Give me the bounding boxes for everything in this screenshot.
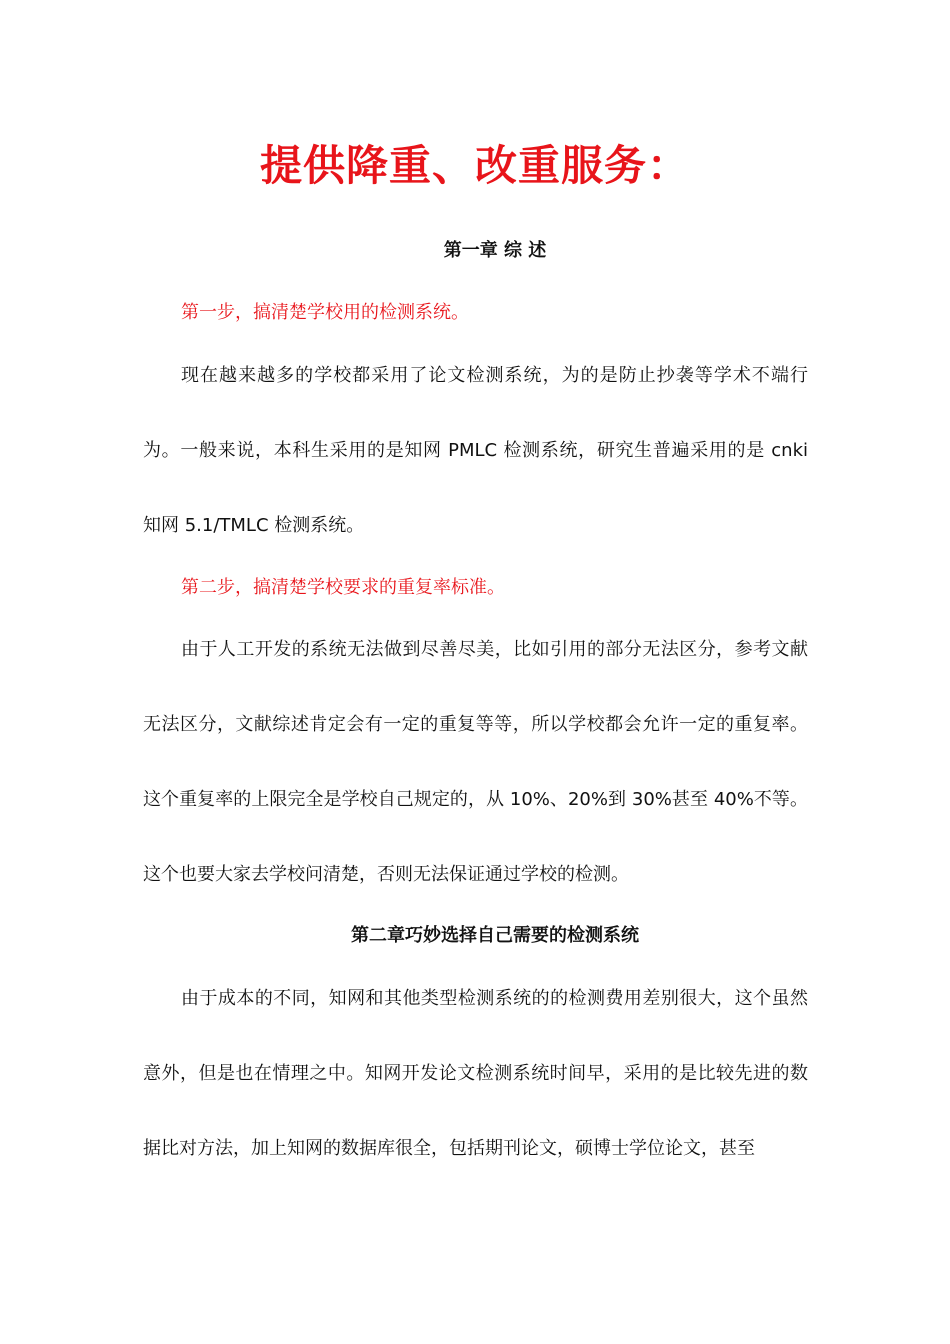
chapter-1-paragraph-2: 由于人工开发的系统无法做到尽善尽美，比如引用的部分无法区分，参考文献无法区分，文献综述肯定会有一定的重复等等，所以学校都会允许一定的重复率。这个重复率的上限完全是学校自己规定的，从 10%、20%到 30%甚至 40%不等。这个也要大家去学校问清楚，否则无法保证通过学校的检测。 <box>143 639 808 885</box>
chapter-1-paragraph-1: 现在越来越多的学校都采用了论文检测系统，为的是防止抄袭等学术不端行为。一般来说，本科生采用的是知网 PMLC 检测系统，研究生普遍采用的是 cnki 知网 5.1/TMLC 检测系统。 <box>143 365 808 536</box>
chapter-1-heading: 第一章 综 述 <box>443 240 547 261</box>
page-title: 提供降重、改重服务： <box>259 141 690 190</box>
step-1-heading: 第一步，搞清楚学校用的检测系统。 <box>181 302 469 323</box>
chapter-2-heading: 第二章巧妙选择自己需要的检测系统 <box>351 925 639 946</box>
chapter-2-paragraph-1: 由于成本的不同，知网和其他类型检测系统的的检测费用差别很大，这个虽然意外，但是也在情理之中。知网开发论文检测系统时间早，采用的是比较先进的数据比对方法，加上知网的数据库很全，包括期刊论文，硕博士学位论文，甚至 <box>143 988 808 1159</box>
step-2-heading: 第二步，搞清楚学校要求的重复率标准。 <box>181 577 505 598</box>
